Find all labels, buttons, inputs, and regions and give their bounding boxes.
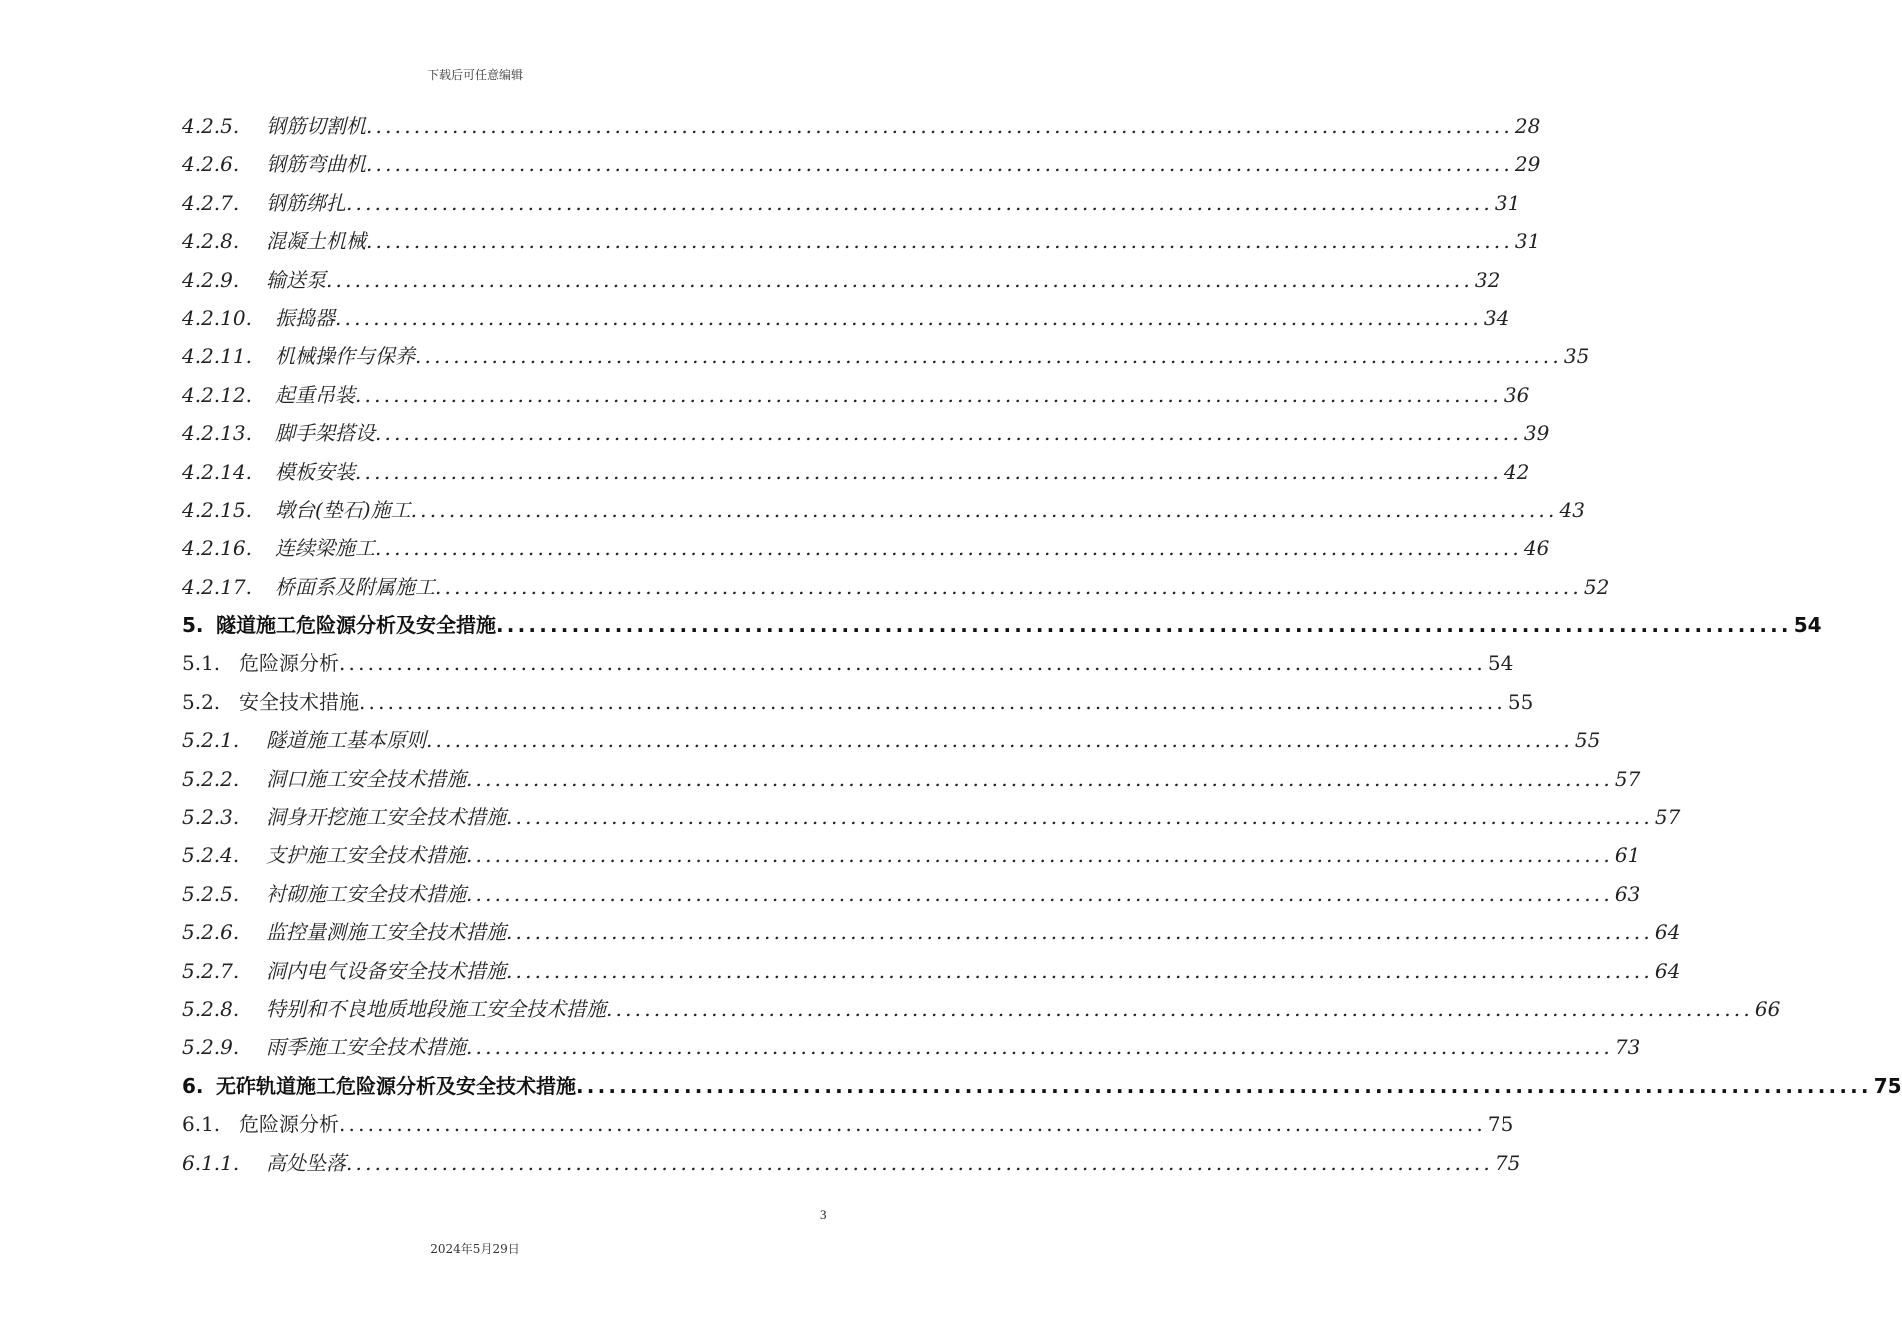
toc-dot-leader: ........................................................................................................................: [435, 574, 1582, 599]
toc-dot-leader: ........................................................................................................................: [335, 305, 1482, 330]
toc-entry-page: 54: [1487, 651, 1514, 676]
toc-entry-title: 雨季施工安全技术措施: [266, 1035, 466, 1060]
toc-entry-number: 5.2.5.: [182, 881, 240, 906]
toc-dot-leader: ........................................................................................................................: [375, 536, 1522, 561]
toc-dot-leader: ........................................................................................................................: [366, 229, 1513, 254]
toc-entry-title: 钢筋弯曲机: [266, 152, 366, 177]
toc-entry-page: 39: [1523, 421, 1550, 446]
toc-entry[interactable]: [182, 261, 1501, 299]
toc-entry[interactable]: [182, 453, 1530, 491]
toc-entry[interactable]: [182, 1144, 1521, 1182]
toc-entry-page: 46: [1523, 536, 1550, 561]
toc-entry-number: 5.2.7.: [182, 958, 240, 983]
toc-entry[interactable]: [182, 107, 1541, 145]
toc-entry-number: 5.1.: [182, 651, 221, 676]
toc-entry[interactable]: [182, 990, 1781, 1028]
toc-entry-page: 32: [1474, 267, 1501, 292]
toc-entry-number: 4.2.16.: [182, 536, 252, 561]
toc-entry-title: 特别和不良地质地段施工安全技术措施: [266, 996, 606, 1021]
toc-entry[interactable]: [182, 414, 1550, 452]
toc-entry-page: 75: [1487, 1112, 1514, 1137]
toc-entry-number: 5.2.4.: [182, 843, 240, 868]
toc-entry[interactable]: [182, 760, 1641, 798]
toc-entry-page: 57: [1614, 766, 1641, 791]
toc-dot-leader: ........................................................................................................................: [496, 613, 1792, 638]
toc-dot-leader: ........................................................................................................................: [366, 152, 1513, 177]
toc-entry-title: 隧道施工基本原则: [266, 728, 426, 753]
toc-entry-page: 34: [1483, 305, 1510, 330]
toc-dot-leader: ........................................................................................................................: [410, 497, 1558, 522]
toc-entry-number: 5.2.2.: [182, 766, 240, 791]
toc-entry-number: 4.2.9.: [182, 267, 240, 292]
toc-dot-leader: ........................................................................................................................: [415, 344, 1562, 369]
toc-entry[interactable]: [182, 683, 1534, 721]
toc-entry[interactable]: [182, 184, 1521, 222]
toc-entry-title: 支护施工安全技术措施: [266, 843, 466, 868]
toc-entry-page: 75: [1494, 1150, 1521, 1175]
toc-entry-number: 4.2.11.: [182, 344, 252, 369]
toc-entry[interactable]: [182, 606, 1822, 644]
toc-entry-number: 5.2.3.: [182, 805, 240, 830]
toc-dot-leader: ........................................................................................................................: [506, 920, 1653, 945]
toc-entry-number: 4.2.8.: [182, 229, 240, 254]
toc-entry[interactable]: [182, 836, 1641, 874]
toc-entry-title: 起重吊装: [275, 382, 355, 407]
toc-entry-number: 5.2.8.: [182, 996, 240, 1021]
toc-entry-number: 6.: [182, 1073, 204, 1098]
toc-entry-number: 6.1.1.: [182, 1150, 240, 1175]
toc-entry[interactable]: [182, 875, 1641, 913]
toc-entry-number: 5.: [182, 613, 204, 638]
toc-entry-title: 无砟轨道施工危险源分析及安全技术措施: [216, 1073, 576, 1098]
toc-dot-leader: ........................................................................................................................: [339, 1112, 1486, 1137]
toc-entry-title: 模板安装: [275, 459, 355, 484]
toc-entry-number: 4.2.14.: [182, 459, 252, 484]
toc-entry[interactable]: [182, 145, 1541, 183]
toc-entry[interactable]: [182, 1028, 1641, 1066]
toc-entry-page: 29: [1514, 152, 1541, 177]
toc-entry-number: 4.2.13.: [182, 421, 252, 446]
toc-entry-title: 监控量测施工安全技术措施: [266, 920, 506, 945]
footer-date: 2024年5月29日: [430, 1242, 520, 1256]
toc-entry-page: 52: [1583, 574, 1610, 599]
toc-dot-leader: ........................................................................................................................: [375, 421, 1522, 446]
toc-entry-page: 31: [1514, 229, 1541, 254]
toc-entry[interactable]: [182, 529, 1550, 567]
toc-entry-number: 4.2.17.: [182, 574, 252, 599]
toc-entry[interactable]: [182, 1067, 1902, 1105]
toc-entry-title: 危险源分析: [239, 651, 339, 676]
toc-entry-title: 高处坠落: [266, 1150, 346, 1175]
toc-entry-number: 4.2.5.: [182, 114, 240, 138]
toc-dot-leader: ........................................................................................................................: [506, 958, 1653, 983]
toc-entry-number: 6.1.: [182, 1112, 221, 1137]
toc-entry-number: 4.2.12.: [182, 382, 252, 407]
toc-entry-title: 洞口施工安全技术措施: [266, 766, 466, 791]
toc-entry-number: 5.2.1.: [182, 728, 240, 753]
toc-entry-title: 安全技术措施: [239, 689, 359, 714]
toc-dot-leader: ........................................................................................................................: [466, 881, 1613, 906]
toc-dot-leader: ........................................................................................................................: [346, 1150, 1493, 1175]
toc-entry-title: 隧道施工危险源分析及安全措施: [216, 613, 496, 638]
toc-entry[interactable]: [182, 913, 1681, 951]
toc-dot-leader: ........................................................................................................................: [355, 459, 1502, 484]
toc-entry-number: 5.2.6.: [182, 920, 240, 945]
toc-entry[interactable]: [182, 952, 1681, 990]
toc-entry-page: 36: [1503, 382, 1530, 407]
toc-entry[interactable]: [182, 644, 1514, 682]
toc-entry-title: 连续梁施工: [275, 536, 375, 561]
toc-entry-page: 57: [1654, 805, 1681, 830]
toc-entry-page: 43: [1559, 497, 1585, 522]
header-note: 下载后可任意编辑: [426, 68, 523, 82]
toc-entry-number: 4.2.7.: [182, 190, 240, 215]
toc-entry-title: 脚手架搭设: [275, 421, 375, 446]
toc-entry-page: 31: [1494, 190, 1521, 215]
toc-entry-title: 钢筋绑扎: [266, 190, 346, 215]
toc-entry-title: 墩台(垫石)施工: [275, 497, 411, 522]
toc-entry-page: 63: [1614, 881, 1641, 906]
toc-entry-title: 衬砌施工安全技术措施: [266, 881, 466, 906]
toc-entry-page: 75: [1873, 1073, 1902, 1098]
toc-entry-number: 5.2.9.: [182, 1035, 240, 1060]
toc-entry-page: 64: [1654, 920, 1681, 945]
toc-entry-title: 洞内电气设备安全技术措施: [266, 958, 506, 983]
table-of-contents: [182, 107, 1902, 1182]
toc-dot-leader: ........................................................................................................................: [426, 728, 1573, 753]
toc-entry[interactable]: [182, 299, 1510, 337]
toc-entry-number: 4.2.6.: [182, 152, 240, 177]
toc-dot-leader: ........................................................................................................................: [606, 996, 1753, 1021]
toc-entry-title: 洞身开挖施工安全技术措施: [266, 805, 506, 830]
toc-entry-page: 42: [1503, 459, 1530, 484]
toc-entry-title: 钢筋切割机: [266, 114, 366, 138]
toc-dot-leader: ........................................................................................................................: [466, 843, 1613, 868]
toc-dot-leader: ........................................................................................................................: [366, 114, 1513, 138]
toc-entry-page: 35: [1563, 344, 1590, 369]
toc-entry-number: 4.2.15.: [182, 497, 252, 522]
toc-entry[interactable]: [182, 222, 1541, 260]
toc-entry-page: 55: [1574, 728, 1601, 753]
toc-entry-page: 55: [1507, 689, 1534, 714]
toc-dot-leader: ........................................................................................................................: [466, 766, 1613, 791]
toc-entry-page: 54: [1793, 613, 1822, 638]
toc-entry[interactable]: [182, 376, 1530, 414]
toc-entry-title: 危险源分析: [239, 1112, 339, 1137]
toc-entry[interactable]: [182, 337, 1590, 375]
toc-entry-title: 桥面系及附属施工: [275, 574, 435, 599]
toc-entry-page: 66: [1754, 996, 1781, 1021]
toc-entry-page: 61: [1614, 843, 1641, 868]
toc-entry-page: 73: [1614, 1035, 1641, 1060]
toc-entry[interactable]: [182, 1105, 1514, 1143]
toc-dot-leader: ........................................................................................................................: [346, 190, 1493, 215]
toc-dot-leader: ........................................................................................................................: [466, 1035, 1613, 1060]
toc-entry-title: 振捣器: [275, 305, 335, 330]
toc-entry-page: 64: [1654, 958, 1681, 983]
toc-dot-leader: ........................................................................................................................: [355, 382, 1502, 407]
toc-entry-number: 4.2.10.: [182, 305, 252, 330]
toc-entry-title: 输送泵: [266, 267, 326, 292]
toc-dot-leader: ........................................................................................................................: [506, 805, 1653, 830]
toc-entry[interactable]: [182, 568, 1610, 606]
toc-dot-leader: ........................................................................................................................: [576, 1073, 1872, 1098]
toc-dot-leader: ........................................................................................................................: [339, 651, 1486, 676]
page-number: 3: [820, 1207, 827, 1222]
toc-entry-title: 混凝土机械: [266, 229, 366, 254]
toc-dot-leader: ........................................................................................................................: [359, 689, 1506, 714]
toc-entry[interactable]: [182, 721, 1601, 759]
toc-entry[interactable]: [182, 798, 1681, 836]
toc-dot-leader: ........................................................................................................................: [326, 267, 1473, 292]
toc-entry[interactable]: [182, 491, 1585, 529]
toc-entry-title: 机械操作与保养: [275, 344, 415, 369]
toc-entry-page: 28: [1514, 114, 1541, 138]
toc-entry-number: 5.2.: [182, 689, 221, 714]
